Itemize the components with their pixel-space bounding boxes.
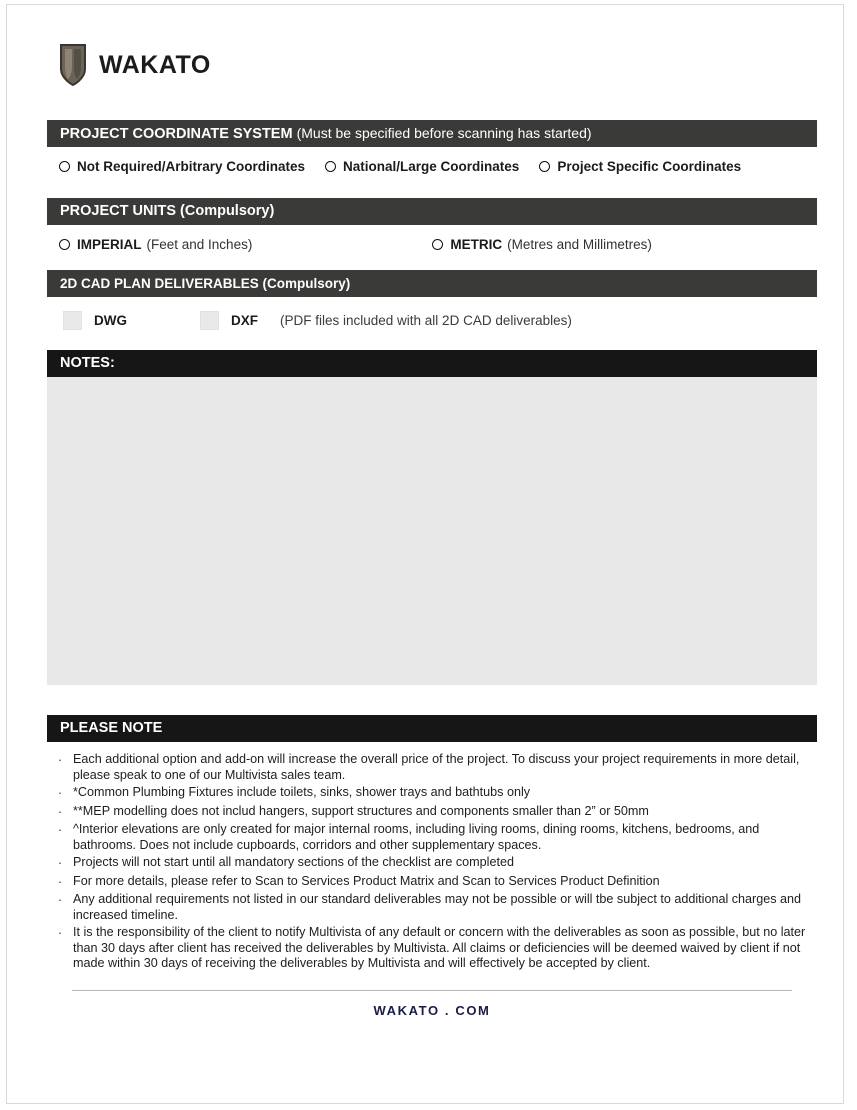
notes-title: NOTES: — [60, 355, 115, 371]
list-item — [47, 804, 817, 821]
shield-icon — [59, 43, 87, 87]
list-item — [47, 785, 817, 802]
radio-icon[interactable] — [432, 239, 443, 250]
section-header-coordinate-system — [47, 120, 817, 147]
radio-icon[interactable] — [325, 161, 336, 172]
option-project-specific[interactable] — [539, 159, 741, 174]
list-item — [47, 874, 817, 891]
option-not-required-arbitrary[interactable] — [59, 159, 305, 174]
list-item — [47, 892, 817, 923]
option-metric[interactable] — [432, 237, 652, 252]
option-label: DXF — [231, 313, 258, 328]
document-sheet — [6, 4, 844, 1104]
option-label: IMPERIAL — [77, 237, 142, 252]
section-header-notes — [47, 350, 817, 377]
option-label: DWG — [94, 313, 127, 328]
footer-url: WAKATO . COM — [373, 1002, 491, 1018]
radio-icon[interactable] — [59, 161, 70, 172]
bullet-icon: · — [57, 786, 63, 800]
list-item — [47, 925, 817, 972]
brand-logo — [59, 43, 211, 87]
section-header-project-units — [47, 198, 817, 225]
option-imperial[interactable] — [59, 237, 252, 252]
radio-icon[interactable] — [539, 161, 550, 172]
bullet-icon: · — [57, 926, 63, 940]
project-units-options — [47, 225, 817, 262]
bullet-icon: · — [57, 753, 63, 767]
option-label: National/Large Coordinates — [343, 159, 520, 174]
option-dwg[interactable] — [63, 311, 127, 330]
option-dxf[interactable] — [200, 311, 258, 330]
coordinate-system-subtitle: (Must be specified before scanning has started) — [296, 125, 592, 141]
please-note-title: PLEASE NOTE — [60, 720, 163, 736]
coordinate-system-title: PROJECT COORDINATE SYSTEM — [60, 126, 293, 142]
list-item-text: Each additional option and add-on will increase the overall price of the project. To discuss your project requirements in more detail, please speak to one of our Multivista sales team. — [73, 752, 800, 782]
bullet-icon: · — [57, 823, 63, 837]
option-label: Project Specific Coordinates — [557, 159, 742, 174]
project-units-title: PROJECT UNITS (Compulsory) — [60, 203, 275, 219]
list-item-text: Projects will not start until all mandatory sections of the checklist are completed — [73, 855, 514, 869]
list-item-text: For more details, please refer to Scan to Services Product Matrix and Scan to Services Product Definition — [73, 873, 660, 888]
list-item-text: **MEP modelling does not includ hangers, support structures and components smaller than 2” or 50mm — [73, 803, 649, 818]
list-item-text: *Common Plumbing Fixtures include toilets, sinks, shower trays and bathtubs only — [73, 785, 531, 799]
option-note: (Metres and Millimetres) — [507, 237, 652, 252]
coordinate-system-options — [47, 147, 817, 184]
notes-input[interactable] — [47, 377, 817, 685]
cad-deliverables-title: 2D CAD PLAN DELIVERABLES (Compulsory) — [60, 276, 351, 291]
bullet-icon: · — [57, 893, 63, 907]
bullet-icon: · — [57, 856, 63, 870]
bullet-icon: · — [57, 804, 63, 819]
checkbox-icon[interactable] — [200, 311, 219, 330]
option-label: METRIC — [450, 237, 503, 252]
option-note: (Feet and Inches) — [146, 237, 253, 252]
option-label: Not Required/Arbitrary Coordinates — [77, 159, 306, 174]
cad-deliverables-options — [47, 297, 817, 342]
cad-deliverables-note: (PDF files included with all 2D CAD deliverables) — [280, 313, 572, 328]
section-header-please-note — [47, 715, 817, 742]
bullet-icon: · — [57, 874, 63, 889]
please-note-list — [47, 742, 817, 972]
brand-name: WAKATO — [99, 50, 211, 79]
list-item-text: Any additional requirements not listed in our standard deliverables may not be possible or will tbe subject to additional charges and increased timeline. — [73, 892, 802, 922]
list-item — [47, 855, 817, 872]
radio-icon[interactable] — [59, 239, 70, 250]
list-item — [47, 822, 817, 853]
checkbox-icon[interactable] — [63, 311, 82, 330]
list-item — [47, 752, 817, 783]
list-item-text: ^Interior elevations are only created for major internal rooms, including living rooms, dining rooms, kitchens, bedrooms, and bathrooms. Does not include cupboards, corridors and other supplementary spaces. — [73, 822, 760, 852]
option-national-large[interactable] — [325, 159, 519, 174]
list-item-text: It is the responsibility of the client to notify Multivista of any default or concern with the deliverables as soon as possible, but no later than 30 days after client has received the deliverables by Multivista. All claims or deficiencies will be deemed waived by client if not made within 30 days of receiving the deliverables by Multivista and will effectively be accepted by client. — [73, 925, 806, 970]
section-header-cad-deliverables — [47, 270, 817, 297]
